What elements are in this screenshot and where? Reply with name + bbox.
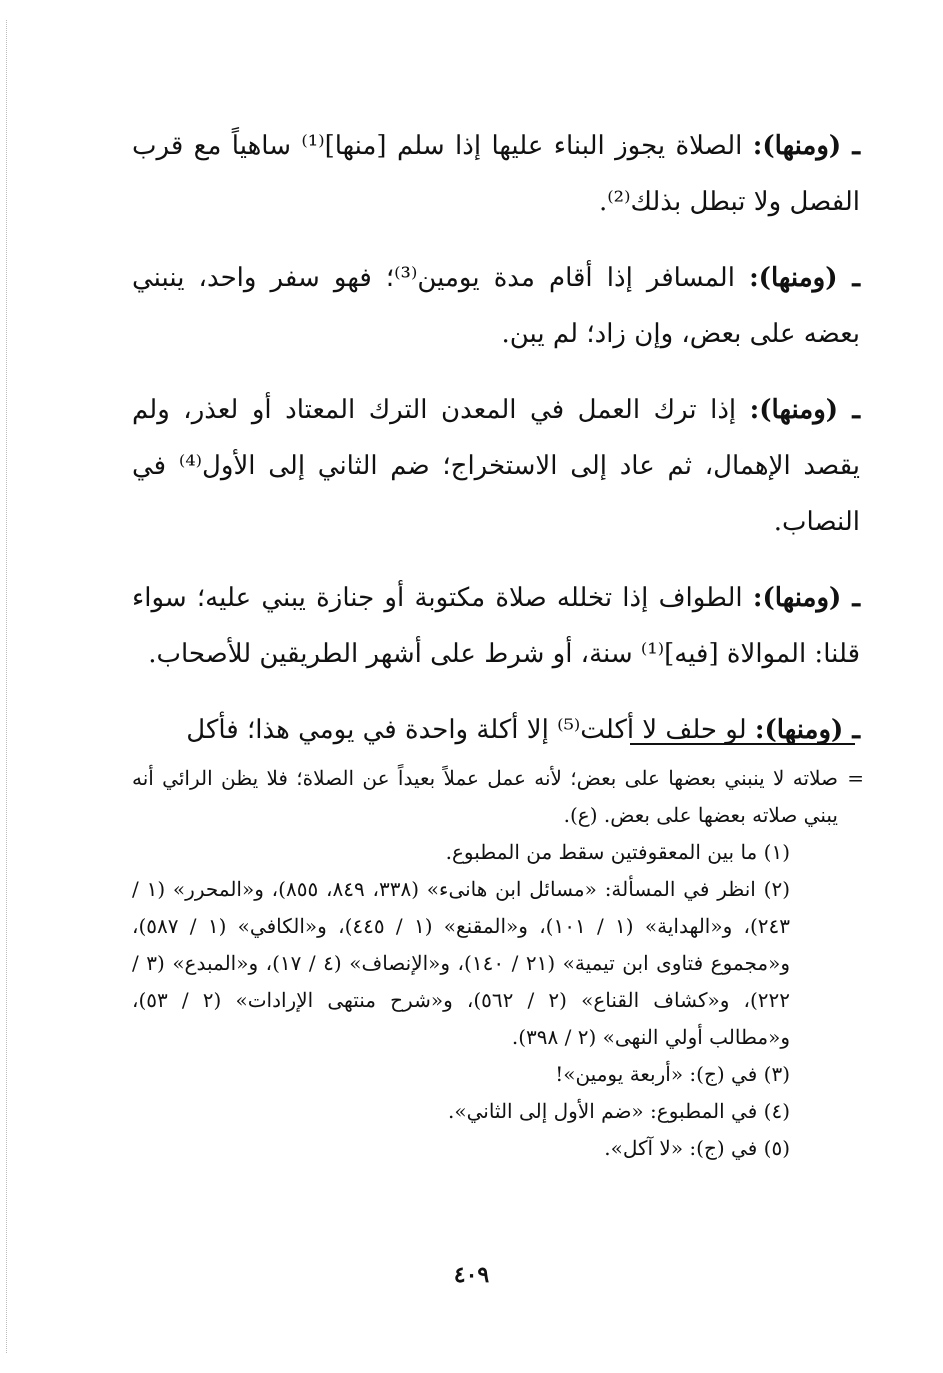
page-number: ٤٠٩ [453,1262,490,1288]
paragraph-lead: ـ (ومنها): [754,715,860,745]
paragraph-2 [132,250,860,362]
footnote-continuation [132,760,864,834]
footnotes [132,760,864,1167]
paragraph-5 [132,702,860,758]
paragraph-3 [132,382,860,550]
scan-edge-line [6,20,7,1353]
main-text [132,118,860,778]
footnote-continuation-text: صلاته لا ينبني بعضها على بعض؛ لأنه عمل عملاً بعيداً عن الصلاة؛ فلا يظن الرائي أنه يبني صلاته بعضها على بعض. (ع). [132,766,838,827]
paragraph-lead: ـ (ومنها): [749,263,861,293]
continuation-mark: = [847,766,864,790]
footnote-3: (٣) في (ج): «أربعة يومين»! [555,1062,790,1086]
paragraph-text: الطواف إذا تخلله صلاة مكتوبة أو جنازة يبني عليه؛ سواء قلنا: الموالاة [فيه]⁽¹⁾ سنة، أو شرط على أشهر الطريقين للأصحاب. [132,583,860,669]
paragraph-lead: ـ (ومنها): [752,583,860,613]
footnote-1: (١) ما بين المعقوفتين سقط من المطبوع. [445,840,790,864]
footnote-4: (٤) في المطبوع: «ضم الأول إلى الثاني». [447,1099,790,1123]
paragraph-text: لو حلف لا أكلت⁽⁵⁾ إلا أكلة واحدة في يومي هذا؛ فأكل [186,715,755,745]
paragraph-lead: ـ (ومنها): [749,395,860,425]
paragraph-text: المسافر إذا أقام مدة يومين⁽³⁾؛ فهو سفر واحد، ينبني بعضه على بعض، وإن زاد؛ لم يبن. [132,263,860,349]
paragraph-1 [132,118,860,230]
paragraph-text: الصلاة يجوز البناء عليها إذا سلم [منها]⁽¹⁾ ساهياً مع قرب الفصل ولا تبطل بذلك⁽²⁾. [132,131,860,217]
footnote-5: (٥) في (ج): «لا آكل». [604,1136,790,1160]
paragraph-4 [132,570,860,682]
paragraph-text: إذا ترك العمل في المعدن الترك المعتاد أو لعذر، ولم يقصد الإهمال، ثم عاد إلى الاستخراج؛ ضم الثاني إلى الأول⁽⁴⁾ في النصاب. [132,395,860,537]
footnote-2: (٢) انظر في المسألة: «مسائل ابن هانىء» (٣٣٨، ٨٤٩، ٨٥٥)، و«المحرر» (١ / ٢٤٣)، و«الهداية» (١ / ١٠١)، و«المقنع» (١ / ٤٤٥)، و«الكافي» (١ / ٥٨٧)، و«مجموع فتاوى ابن تيمية» (٢١ / ١٤٠)، و«الإنصاف» (٤ / ١٧)، و«المبدع» (٣ / ٢٢٢)، و«كشاف القناع» (٢ / ٥٦٢)، و«شرح منتهى الإرادات» (٢ / ٥٣)، و«مطالب أولي النهى» (٢ / ٣٩٨). [132,877,791,1049]
paragraph-lead: ـ (ومنها): [752,131,861,161]
footnote-divider [630,743,855,745]
